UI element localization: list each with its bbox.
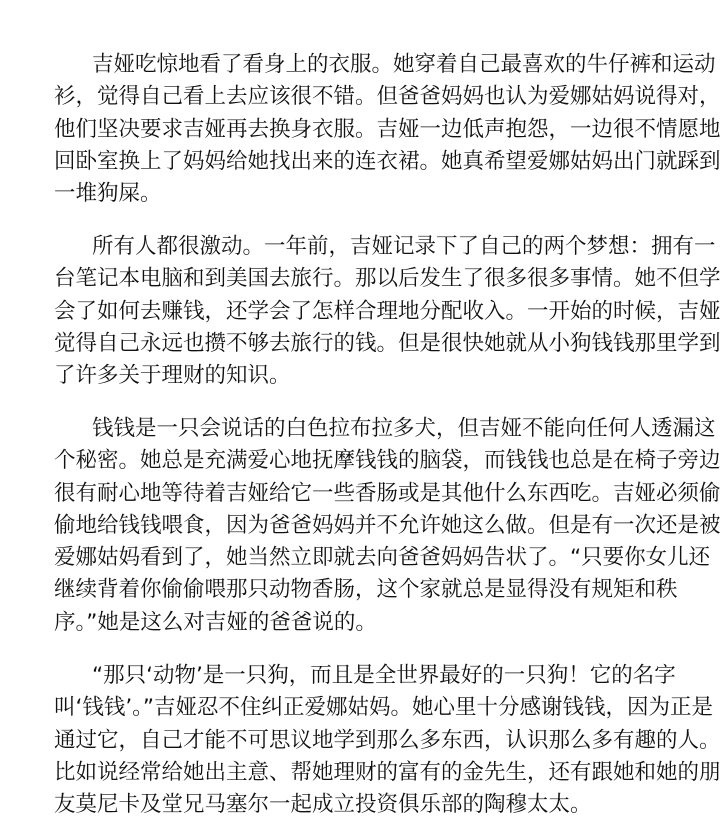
text-line: 很有耐心地等待着吉娅给它一些香肠或是其他什么东西吃。吉娅必须偷 (54, 480, 721, 506)
text-line: 个秘密。她总是充满爱心地抚摩钱钱的脑袋，而钱钱也总是在椅子旁边 (54, 448, 721, 474)
text-line: 所有人都很激动。一年前，吉娅记录下了自己的两个梦想：拥有一 (92, 234, 716, 259)
text-line: 爱娜姑妈看到了，她当然立即就去向爸爸妈妈告状了。“只要你女儿还 (54, 545, 711, 571)
text-line: 吉娅吃惊地看了看身上的衣服。她穿着自己最喜欢的牛仔裤和运动 (92, 52, 716, 77)
text-line: 台笔记本电脑和到美国去旅行。那以后发生了很多很多事情。她不但学 (54, 266, 721, 292)
text-line: 序。”她是这么对吉娅的爸爸说的。 (54, 609, 377, 635)
text-line: “那只‘动物’是一只狗，而且是全世界最好的一只狗！它的名字 (92, 663, 676, 688)
paragraph-2 (54, 231, 721, 392)
text-line: 叫‘钱钱’。”吉娅忍不住纠正爱娜姑妈。她心里十分感谢钱钱，因为正是 (54, 695, 714, 721)
text-line: 偷地给钱钱喂食，因为爸爸妈妈并不允许她这么做。但是有一次还是被 (54, 512, 721, 538)
text-line: 继续背着你偷偷喂那只动物香肠，这个家就总是显得没有规矩和秩 (54, 577, 678, 603)
text-line: 一堆狗屎。 (54, 181, 162, 207)
text-line: 衫，觉得自己看上去应该很不错。但爸爸妈妈也认为爱娜姑妈说得对， (54, 84, 721, 110)
text-line: 友莫尼卡及堂兄马塞尔一起成立投资俱乐部的陶穆太太。 (54, 792, 592, 818)
text-line: 通过它，自己才能不可思议地学到那么多东西，认识那么多有趣的人。 (54, 727, 721, 753)
text-line: 钱钱是一只会说话的白色拉布拉多犬，但吉娅不能向任何人透漏这 (92, 416, 716, 441)
paragraph-4 (54, 660, 721, 821)
text-line: 觉得自己永远也攒不够去旅行的钱。但是很快她就从小狗钱钱那里学到 (54, 330, 721, 356)
text-line: 会了如何去赚钱，还学会了怎样合理地分配收入。一开始的时候，吉娅 (54, 298, 721, 324)
text-line: 回卧室换上了妈妈给她找出来的连衣裙。她真希望爱娜姑妈出门就踩到 (54, 148, 721, 174)
paragraph-1 (54, 49, 721, 210)
text-line: 了许多关于理财的知识。 (54, 363, 291, 389)
text-line: 他们坚决要求吉娅再去换身衣服。吉娅一边低声抱怨，一边很不情愿地 (54, 116, 721, 142)
paragraph-3 (54, 413, 721, 639)
text-line: 比如说经常给她出主意、帮她理财的富有的金先生，还有跟她和她的朋 (54, 759, 721, 785)
